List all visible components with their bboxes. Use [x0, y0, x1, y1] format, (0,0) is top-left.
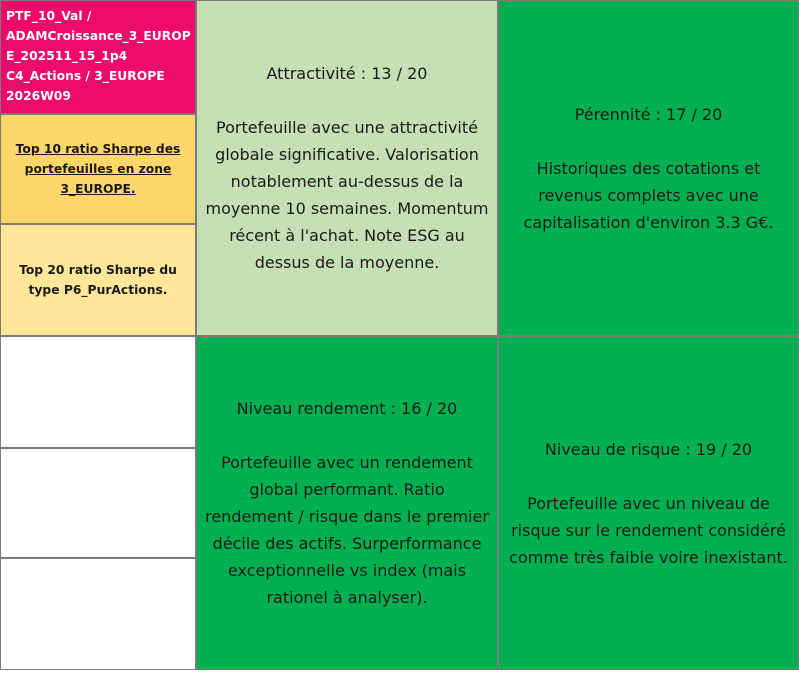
rendement-title: Niveau rendement : 16 / 20 [236, 399, 458, 418]
risque-title: Niveau de risque : 19 / 20 [544, 439, 753, 459]
risque-cell [498, 336, 799, 670]
rendement-text: Portefeuille avec un rendement global performant. Ratio rendement / risque dans le premier décile des actifs. Surperformance exceptionnelle vs index (mais rationel à analyser). [205, 453, 489, 607]
perennite-title: Pérennité : 17 / 20 [574, 104, 723, 124]
perennite-cell [498, 0, 799, 336]
rendement-cell [196, 336, 498, 670]
top10-sharpe-cell [0, 114, 196, 224]
risque-text: Portefeuille avec un niveau de risque sur le rendement considéré comme très faible voire inexistant. [509, 493, 788, 567]
attractivite-text: Portefeuille avec une attractivité globale significative. Valorisation notablement au-dessus de la moyenne 10 semaines. Momentum récent à l'achat. Note ESG au dessus de la moyenne. [205, 118, 489, 272]
empty-cell [0, 558, 196, 670]
portfolio-id-line: 2026W09 [6, 89, 71, 103]
portfolio-id-line: PTF_10_Val / [6, 9, 92, 23]
empty-cell [0, 336, 196, 448]
top20-sharpe-text: Top 20 ratio Sharpe du type P6_PurActions. [19, 263, 177, 297]
attractivite-title: Attractivité : 13 / 20 [266, 64, 428, 83]
portfolio-id-line: C4_Actions / 3_EUROPE [6, 69, 165, 83]
top10-sharpe-text: Top 10 ratio Sharpe des portefeuilles en zone 3_EUROPE. [15, 142, 181, 196]
portfolio-id-line: ADAMCroissance_3_EUROP [6, 29, 191, 43]
top20-sharpe-cell [0, 224, 196, 336]
attractivite-cell [196, 0, 498, 336]
empty-cell [0, 448, 196, 558]
portfolio-id-line: E_202511_15_1p4 [6, 49, 128, 63]
portfolio-id-cell [0, 0, 196, 114]
perennite-text: Historiques des cotations et revenus complets avec une capitalisation d'environ 3.3 G€. [523, 158, 774, 232]
